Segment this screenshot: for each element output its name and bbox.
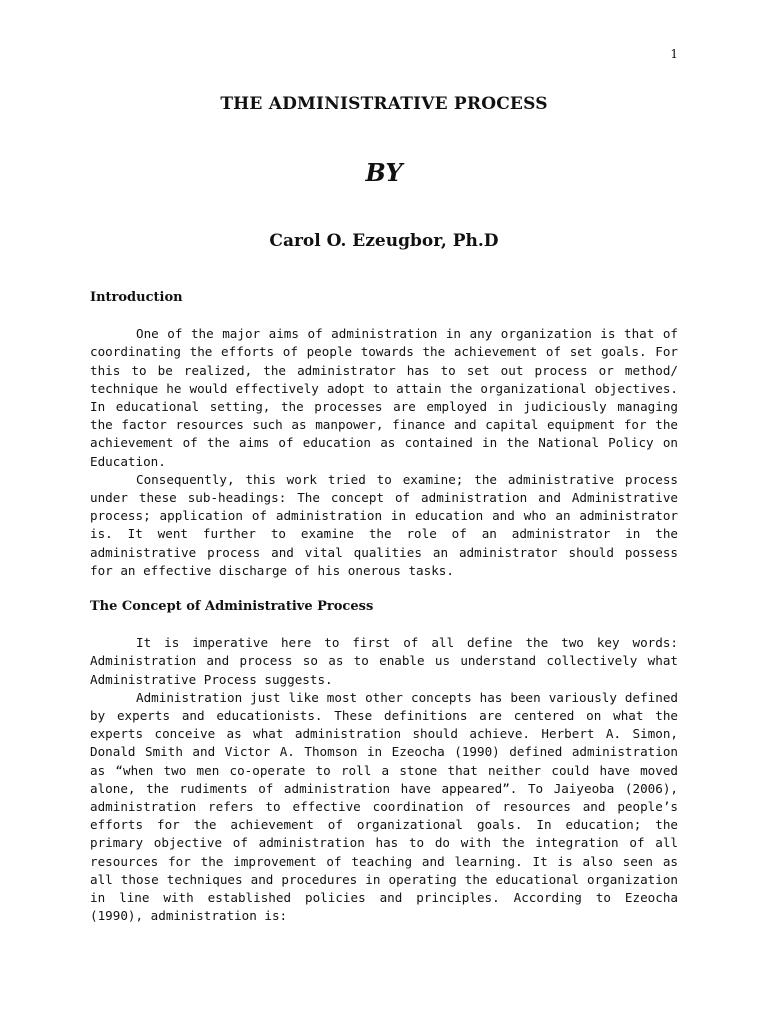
author-name: Carol O. Ezeugbor, Ph.D [269,231,499,251]
introduction-section [90,289,678,580]
concept-paragraph-2: Administration just like most other concepts has been variously defined by experts and educationists. These definitions are centered on what the experts conceive as what administration should achieve. Herbert A. Simon, Donald Smith and Victor A. Thomson in Ezeocha (1990) defined administration as “when two men co-operate to roll a stone that neither could have moved alone, the rudiments of administration have appeared”. To Jaiyeoba (2006), administration refers to effective coordination of resources and people’s efforts for the achievement of organizational goals. In education; the primary objective of administration has to do with the integration of all resources for the improvement of teaching and learning. It is also seen as all those techniques and procedures in operating the educational organization in line with established policies and principles. According to Ezeocha (1990), administration is: [90,689,678,924]
section-heading-concept: The Concept of Administrative Process [90,599,374,614]
introduction-paragraph-1: One of the major aims of administration in any organization is that of coordinating the efforts of people towards the achievement of set goals. For this to be realized, the administrator has to set out process or method/ technique he would effectively adopt to attain the organizational objectives. In educational setting, the processes are employed in judiciously managing the factor resources such as manpower, finance and capital equipment for the achievement of the aims of education as contained in the National Policy on Education. [90,326,678,469]
page-number: 1 [670,47,678,61]
document-title: THE ADMINISTRATIVE PROCESS [220,94,548,114]
by-line: BY [365,158,403,187]
introduction-paragraph-2: Consequently, this work tried to examine; the administrative process under these sub-headings: The concept of administration and Administrative process; application of administration in education and who an administrator is. It went further to examine the role of an administrator in the administrative process and vital qualities an administrator should possess for an effective discharge of his onerous tasks. [90,471,678,578]
concept-section [90,598,678,925]
concept-paragraph-1: It is imperative here to first of all define the two key words: Administration and process so as to enable us understand collectively what Administrative Process suggests. [90,635,678,687]
section-heading-introduction: Introduction [90,290,183,305]
